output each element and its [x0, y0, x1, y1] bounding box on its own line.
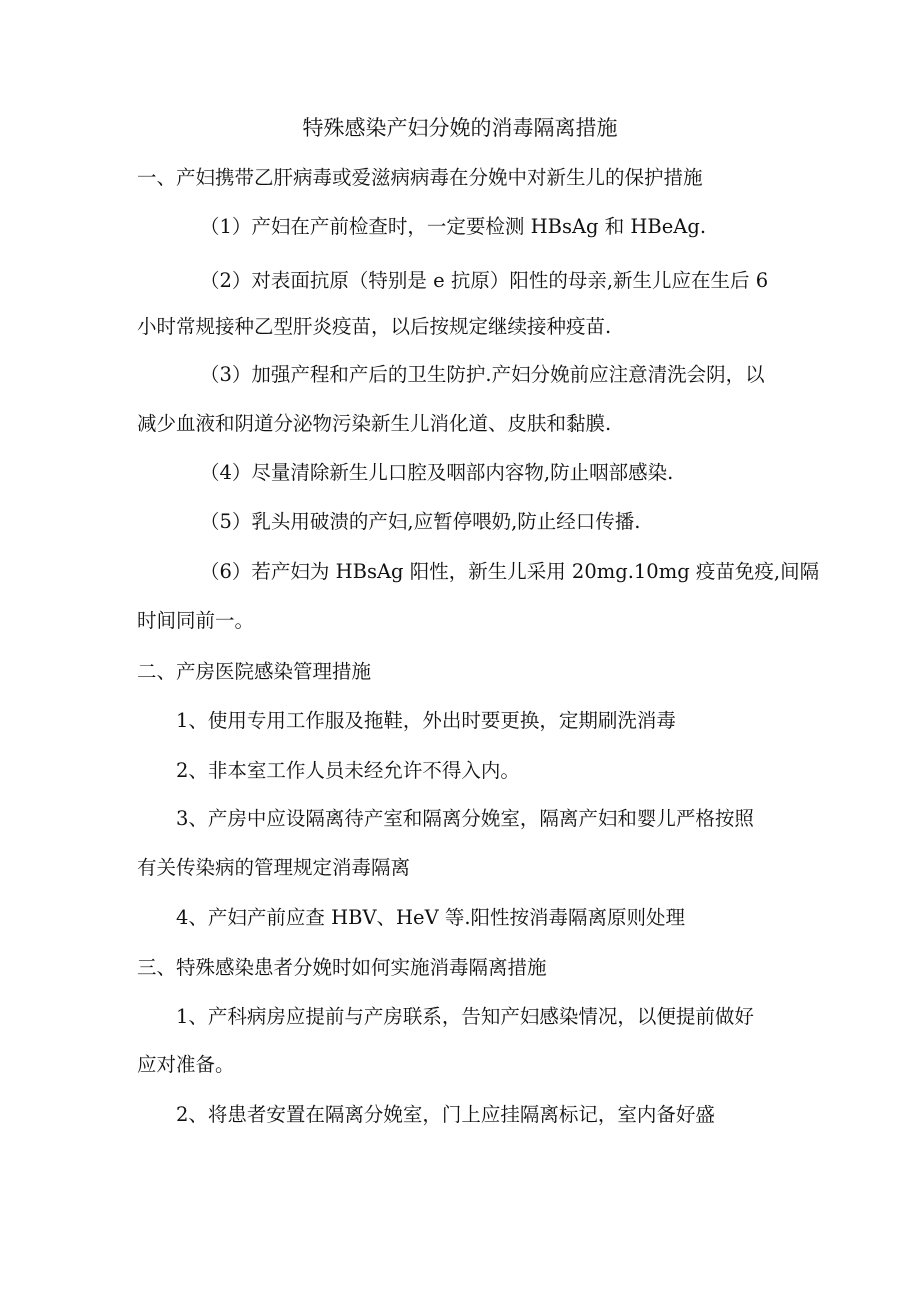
section-3-heading: 三、特殊感染患者分娩时如何实施消毒隔离措施	[137, 956, 547, 979]
section-1-heading: 一、产妇携带乙肝病毒或爱滋病病毒在分娩中对新生儿的保护措施	[137, 166, 703, 189]
section-2-item-3-continued: 有关传染病的管理规定消毒隔离	[137, 856, 411, 879]
section-1-item-2: （2）对表面抗原（特别是 e 抗原）阳性的母亲,新生儿应在生后 6	[200, 269, 769, 292]
document-title: 特殊感染产妇分娩的消毒隔离措施	[302, 116, 618, 140]
section-2-item-4: 4、产妇产前应查 HBV、HeV 等.阳性按消毒隔离原则处理	[176, 906, 686, 929]
section-2-item-1: 1、使用专用工作服及拖鞋，外出时要更换，定期刷洗消毒	[176, 709, 676, 732]
section-1-item-2-continued: 小时常规接种乙型肝炎疫苗，以后按规定继续接种疫苗.	[137, 315, 612, 338]
section-2-heading: 二、产房医院感染管理措施	[137, 660, 372, 683]
section-1-item-5: （5）乳头用破溃的产妇,应暂停喂奶,防止经口传播.	[200, 510, 641, 533]
section-1-item-4: （4）尽量清除新生儿口腔及咽部内容物,防止咽部感染.	[200, 461, 674, 484]
section-3-item-2: 2、将患者安置在隔离分娩室，门上应挂隔离标记，室内备好盛	[176, 1103, 715, 1126]
section-1-item-3: （3）加强产程和产后的卫生防护.产妇分娩前应注意清洗会阴，以	[200, 363, 765, 386]
section-1-item-1: （1）产妇在产前检查时，一定要检测 HBsAg 和 HBeAg.	[200, 215, 707, 238]
section-3-item-1: 1、产科病房应提前与产房联系，告知产妇感染情况，以便提前做好	[176, 1005, 754, 1028]
section-2-item-2: 2、非本室工作人员未经允许不得入内。	[176, 759, 520, 782]
section-1-item-6-continued: 时间同前一。	[137, 609, 255, 632]
section-1-item-3-continued: 减少血液和阴道分泌物污染新生儿消化道、皮肤和黏膜.	[137, 412, 612, 435]
section-1-item-6: （6）若产妇为 HBsAg 阳性，新生儿采用 20mg.10mg 疫苗免疫,间隔	[200, 560, 820, 583]
section-3-item-1-continued: 应对准备。	[137, 1053, 235, 1076]
section-2-item-3: 3、产房中应设隔离待产室和隔离分娩室，隔离产妇和婴儿严格按照	[176, 807, 754, 830]
